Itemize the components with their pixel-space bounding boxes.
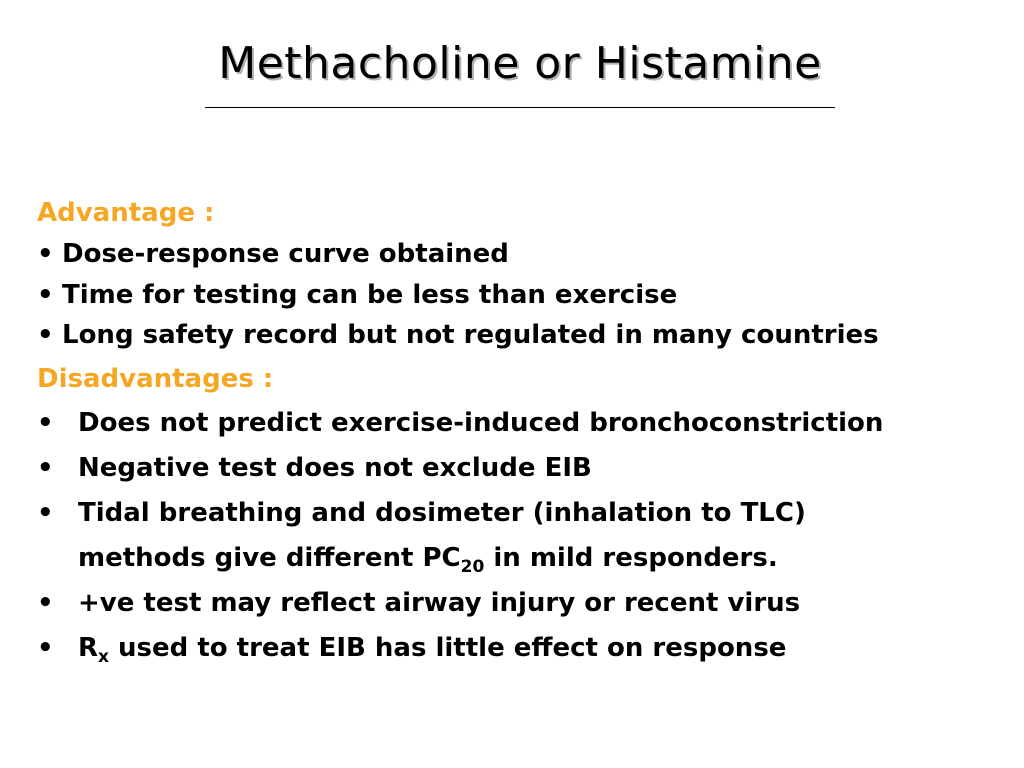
disadvantage-item-text: Tidal breathing and dosimeter (inhalation to TLC): [78, 498, 806, 528]
disadvantage-item-text: Negative test does not exclude EIB: [78, 453, 592, 483]
text-segment: methods give different PC: [78, 543, 461, 573]
disadvantages-heading: Disadvantages :: [37, 364, 274, 394]
bullet-icon: •: [37, 498, 54, 528]
disadvantage-item-text: [78, 543, 778, 577]
advantage-item: [37, 239, 509, 269]
disadvantage-item-text: Does not predict exercise-induced bronchoconstriction: [78, 408, 884, 438]
advantage-item: [37, 320, 879, 350]
bullet-icon: •: [37, 408, 54, 438]
slide-title: Methacholine or Histamine: [218, 38, 822, 89]
advantage-heading: Advantage :: [37, 198, 215, 228]
text-segment: in mild responders.: [484, 543, 778, 573]
title-underline: [205, 107, 835, 108]
bullet-icon: •: [37, 633, 54, 663]
text-segment: R: [78, 633, 99, 663]
disadvantage-item-text: +ve test may reflect airway injury or recent virus: [78, 588, 801, 618]
advantage-item-text: Time for testing can be less than exercise: [62, 280, 678, 310]
subscript: 20: [460, 557, 485, 577]
text-segment: used to treat EIB has little effect on response: [109, 633, 787, 663]
bullet-icon: •: [37, 453, 54, 483]
advantage-item-text: Dose-response curve obtained: [62, 239, 509, 269]
bullet-icon: •: [37, 239, 54, 269]
disadvantage-item-text: [78, 633, 787, 667]
subscript: x: [98, 647, 109, 667]
bullet-icon: •: [37, 588, 54, 618]
advantage-item-text: Long safety record but not regulated in many countries: [62, 320, 879, 350]
bullet-icon: •: [37, 280, 54, 310]
advantage-item: [37, 280, 677, 310]
bullet-icon: •: [37, 320, 54, 350]
